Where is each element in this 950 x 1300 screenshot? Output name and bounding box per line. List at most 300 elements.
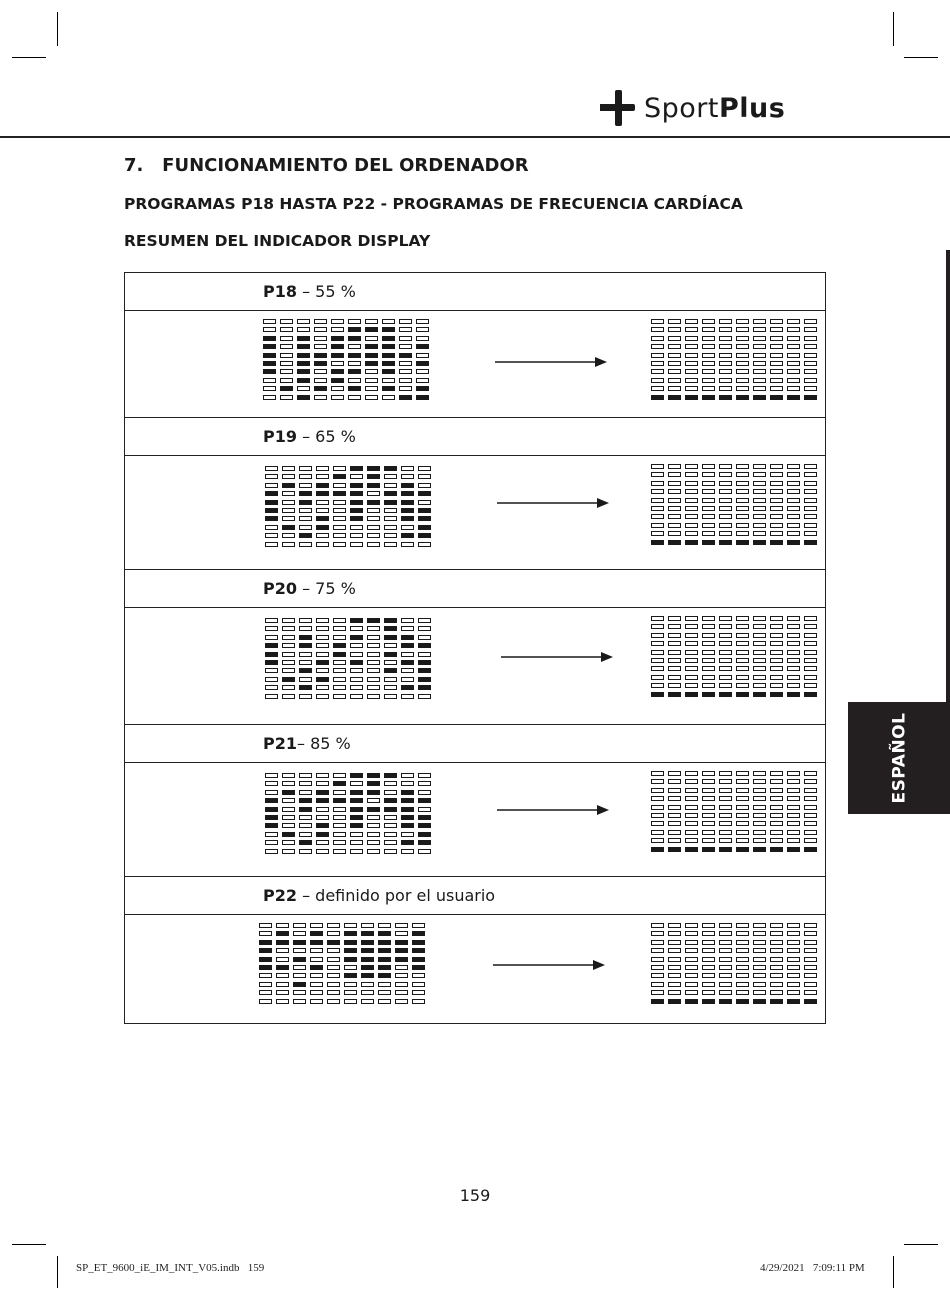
program-display-row <box>125 763 826 877</box>
led-block <box>651 327 664 332</box>
led-block <box>265 685 278 690</box>
led-block <box>299 660 312 665</box>
led-block <box>401 790 414 795</box>
led-block <box>316 807 329 812</box>
led-block <box>416 327 429 332</box>
led-block <box>418 483 431 488</box>
led-block <box>804 531 817 536</box>
led-block <box>719 821 732 826</box>
led-block <box>651 973 664 978</box>
led-block <box>685 923 698 928</box>
led-block <box>787 498 800 503</box>
program-header-row <box>125 418 826 456</box>
led-block <box>259 948 272 953</box>
led-block <box>378 973 391 978</box>
led-block <box>310 940 323 945</box>
program-display-row <box>125 311 826 418</box>
led-block <box>276 957 289 962</box>
led-block <box>401 635 414 640</box>
led-block <box>367 849 380 854</box>
led-block <box>702 395 715 400</box>
led-block <box>753 821 766 826</box>
led-block <box>344 923 357 928</box>
led-block <box>327 948 340 953</box>
led-block <box>736 658 749 663</box>
led-block <box>787 666 800 671</box>
led-block <box>395 965 408 970</box>
led-block <box>282 618 295 623</box>
led-block <box>314 386 327 391</box>
led-block <box>384 643 397 648</box>
led-block <box>702 948 715 953</box>
led-block <box>327 957 340 962</box>
led-block <box>348 369 361 374</box>
led-block <box>702 658 715 663</box>
led-block <box>412 948 425 953</box>
led-block <box>668 378 681 383</box>
led-block <box>350 525 363 530</box>
led-block <box>418 798 431 803</box>
led-block <box>685 931 698 936</box>
led-block <box>416 395 429 400</box>
led-block <box>265 618 278 623</box>
led-block <box>401 773 414 778</box>
led-block <box>651 514 664 519</box>
led-block <box>297 344 310 349</box>
led-block <box>736 650 749 655</box>
led-block <box>365 327 378 332</box>
led-block <box>702 923 715 928</box>
led-block <box>418 685 431 690</box>
led-block <box>395 990 408 995</box>
led-block <box>787 973 800 978</box>
led-block <box>299 500 312 505</box>
led-block <box>310 973 323 978</box>
led-block <box>316 516 329 521</box>
led-block <box>348 336 361 341</box>
program-header-row <box>125 877 826 915</box>
led-block <box>736 336 749 341</box>
led-block <box>412 999 425 1004</box>
section-title: 7. FUNCIONAMIENTO DEL ORDENADOR <box>124 155 529 176</box>
led-block <box>753 788 766 793</box>
led-block <box>668 531 681 536</box>
led-block <box>361 948 374 953</box>
led-block <box>395 999 408 1004</box>
led-block <box>685 472 698 477</box>
led-block <box>367 516 380 521</box>
led-block <box>685 361 698 366</box>
led-block <box>299 483 312 488</box>
led-block <box>333 474 346 479</box>
led-block <box>265 790 278 795</box>
led-block <box>282 849 295 854</box>
led-block <box>804 675 817 680</box>
led-block <box>265 677 278 682</box>
led-block <box>316 685 329 690</box>
led-block <box>685 779 698 784</box>
led-block <box>344 999 357 1004</box>
led-block <box>401 815 414 820</box>
led-block <box>265 832 278 837</box>
led-block <box>395 940 408 945</box>
led-block <box>804 923 817 928</box>
led-block <box>282 533 295 538</box>
led-block <box>333 807 346 812</box>
led-block <box>736 965 749 970</box>
led-block <box>299 823 312 828</box>
led-block <box>770 931 783 936</box>
led-block <box>263 369 276 374</box>
led-block <box>651 692 664 697</box>
led-block <box>787 948 800 953</box>
led-block <box>753 481 766 486</box>
led-block <box>668 658 681 663</box>
led-block <box>316 781 329 786</box>
led-block <box>736 369 749 374</box>
led-block <box>651 395 664 400</box>
led-block <box>350 618 363 623</box>
led-block <box>651 779 664 784</box>
led-block <box>399 336 412 341</box>
led-block <box>418 525 431 530</box>
led-block <box>787 472 800 477</box>
led-block <box>333 798 346 803</box>
led-block <box>770 498 783 503</box>
led-block <box>361 923 374 928</box>
led-block <box>367 807 380 812</box>
led-block <box>736 361 749 366</box>
led-block <box>314 327 327 332</box>
led-block <box>736 386 749 391</box>
led-block <box>719 319 732 324</box>
led-block <box>651 999 664 1004</box>
led-block <box>327 982 340 987</box>
led-block <box>651 796 664 801</box>
led-block <box>685 327 698 332</box>
led-block <box>651 506 664 511</box>
led-block <box>651 923 664 928</box>
led-block <box>259 999 272 1004</box>
led-block <box>668 692 681 697</box>
led-block <box>770 990 783 995</box>
led-block <box>753 948 766 953</box>
led-block <box>702 472 715 477</box>
led-block <box>702 531 715 536</box>
led-block <box>378 940 391 945</box>
led-block <box>651 788 664 793</box>
led-block <box>367 508 380 513</box>
led-block <box>668 779 681 784</box>
led-block <box>263 353 276 358</box>
led-block <box>299 685 312 690</box>
led-block <box>685 369 698 374</box>
led-block <box>770 847 783 852</box>
led-block <box>350 474 363 479</box>
led-block <box>367 533 380 538</box>
led-block <box>702 344 715 349</box>
led-block <box>282 483 295 488</box>
profile-matrix <box>263 319 429 400</box>
led-block <box>401 807 414 812</box>
led-block <box>333 516 346 521</box>
led-block <box>314 319 327 324</box>
led-block <box>297 319 310 324</box>
led-block <box>736 788 749 793</box>
led-block <box>350 781 363 786</box>
led-block <box>350 685 363 690</box>
led-block <box>736 327 749 332</box>
led-block <box>282 491 295 496</box>
led-block <box>333 626 346 631</box>
led-block <box>719 514 732 519</box>
crop-mark <box>904 57 938 58</box>
led-block <box>259 923 272 928</box>
led-block <box>685 666 698 671</box>
led-block <box>282 525 295 530</box>
led-block <box>344 973 357 978</box>
led-block <box>719 327 732 332</box>
led-block <box>651 982 664 987</box>
led-block <box>280 336 293 341</box>
led-block <box>316 815 329 820</box>
led-block <box>350 516 363 521</box>
led-block <box>401 483 414 488</box>
led-block <box>702 540 715 545</box>
led-block <box>770 973 783 978</box>
led-block <box>736 990 749 995</box>
led-block <box>719 395 732 400</box>
led-block <box>787 982 800 987</box>
led-block <box>804 982 817 987</box>
led-block <box>331 327 344 332</box>
led-block <box>416 344 429 349</box>
brand-logo <box>600 88 785 128</box>
led-block <box>736 813 749 818</box>
led-block <box>350 508 363 513</box>
led-block <box>265 635 278 640</box>
led-block <box>685 344 698 349</box>
led-block <box>384 500 397 505</box>
led-block <box>651 540 664 545</box>
led-block <box>770 779 783 784</box>
led-block <box>418 643 431 648</box>
led-block <box>753 506 766 511</box>
led-block <box>736 523 749 528</box>
led-block <box>265 668 278 673</box>
led-block <box>276 948 289 953</box>
led-block <box>367 781 380 786</box>
led-block <box>333 652 346 657</box>
display-summary-table <box>124 272 826 1024</box>
led-block <box>770 531 783 536</box>
led-block <box>418 832 431 837</box>
led-block <box>668 923 681 928</box>
led-block <box>787 788 800 793</box>
led-block <box>736 472 749 477</box>
led-block <box>316 533 329 538</box>
led-block <box>702 779 715 784</box>
led-block <box>316 542 329 547</box>
led-block <box>736 923 749 928</box>
led-block <box>299 618 312 623</box>
led-block <box>297 361 310 366</box>
led-block <box>384 685 397 690</box>
led-block <box>276 982 289 987</box>
led-block <box>316 635 329 640</box>
led-block <box>399 353 412 358</box>
led-block <box>333 533 346 538</box>
led-block <box>299 815 312 820</box>
led-block <box>348 361 361 366</box>
led-block <box>753 990 766 995</box>
led-block <box>804 990 817 995</box>
led-block <box>668 838 681 843</box>
led-block <box>314 344 327 349</box>
led-block <box>316 508 329 513</box>
led-block <box>736 805 749 810</box>
led-block <box>348 353 361 358</box>
led-block <box>382 369 395 374</box>
led-block <box>282 652 295 657</box>
led-block <box>736 616 749 621</box>
led-block <box>787 624 800 629</box>
led-block <box>753 771 766 776</box>
led-block <box>367 483 380 488</box>
led-block <box>378 948 391 953</box>
led-block <box>770 319 783 324</box>
led-block <box>282 773 295 778</box>
led-block <box>401 798 414 803</box>
led-block <box>350 832 363 837</box>
led-block <box>333 773 346 778</box>
led-block <box>668 498 681 503</box>
led-block <box>299 533 312 538</box>
led-block <box>297 386 310 391</box>
led-block <box>685 523 698 528</box>
led-block <box>702 369 715 374</box>
led-block <box>282 832 295 837</box>
led-block <box>384 832 397 837</box>
led-block <box>770 353 783 358</box>
led-block <box>350 807 363 812</box>
led-block <box>787 506 800 511</box>
led-block <box>787 386 800 391</box>
led-block <box>770 378 783 383</box>
led-block <box>804 650 817 655</box>
led-block <box>668 847 681 852</box>
led-block <box>333 635 346 640</box>
led-block <box>331 319 344 324</box>
led-block <box>395 948 408 953</box>
arrow-right-icon <box>495 496 611 510</box>
led-block <box>804 838 817 843</box>
led-block <box>331 353 344 358</box>
led-block <box>384 626 397 631</box>
led-block <box>753 378 766 383</box>
led-block <box>685 464 698 469</box>
led-block <box>804 327 817 332</box>
led-block <box>668 344 681 349</box>
led-block <box>299 781 312 786</box>
led-block <box>299 466 312 471</box>
led-block <box>333 660 346 665</box>
led-block <box>316 849 329 854</box>
led-block <box>668 683 681 688</box>
led-block <box>401 500 414 505</box>
led-block <box>719 523 732 528</box>
led-block <box>668 965 681 970</box>
led-block <box>753 692 766 697</box>
led-block <box>299 677 312 682</box>
led-block <box>365 353 378 358</box>
led-block <box>384 533 397 538</box>
led-block <box>787 481 800 486</box>
led-block <box>333 483 346 488</box>
led-block <box>331 369 344 374</box>
led-block <box>412 990 425 995</box>
led-block <box>753 489 766 494</box>
program-heading: P19 – 65 % <box>263 427 356 446</box>
footer-file: SP_ET_9600_iE_IM_INT_V05.indb 159 <box>76 1262 265 1274</box>
led-block <box>651 838 664 843</box>
led-block <box>787 489 800 494</box>
led-block <box>282 823 295 828</box>
led-block <box>736 847 749 852</box>
led-block <box>685 395 698 400</box>
programs-subtitle: PROGRAMAS P18 HASTA P22 - PROGRAMAS DE FRECUENCIA CARDÍACA <box>124 195 743 213</box>
led-block <box>384 668 397 673</box>
led-block <box>348 319 361 324</box>
led-block <box>293 948 306 953</box>
led-block <box>350 500 363 505</box>
led-block <box>259 957 272 962</box>
led-block <box>753 344 766 349</box>
led-block <box>753 779 766 784</box>
led-block <box>719 378 732 383</box>
led-block <box>787 531 800 536</box>
led-block <box>265 508 278 513</box>
led-block <box>350 823 363 828</box>
led-block <box>685 788 698 793</box>
led-block <box>265 466 278 471</box>
brand-wordmark: SportPlus <box>644 92 786 124</box>
led-block <box>282 474 295 479</box>
led-block <box>770 386 783 391</box>
led-block <box>276 990 289 995</box>
led-block <box>787 990 800 995</box>
led-block <box>412 957 425 962</box>
led-block <box>719 788 732 793</box>
led-block <box>770 666 783 671</box>
led-block <box>804 641 817 646</box>
led-block <box>668 319 681 324</box>
led-block <box>804 999 817 1004</box>
led-block <box>753 683 766 688</box>
led-block <box>416 336 429 341</box>
led-block <box>668 982 681 987</box>
led-block <box>770 344 783 349</box>
led-block <box>418 474 431 479</box>
led-block <box>333 491 346 496</box>
led-block <box>384 525 397 530</box>
led-block <box>265 516 278 521</box>
led-block <box>333 525 346 530</box>
led-block <box>702 327 715 332</box>
led-block <box>384 677 397 682</box>
led-block <box>327 923 340 928</box>
led-block <box>804 633 817 638</box>
